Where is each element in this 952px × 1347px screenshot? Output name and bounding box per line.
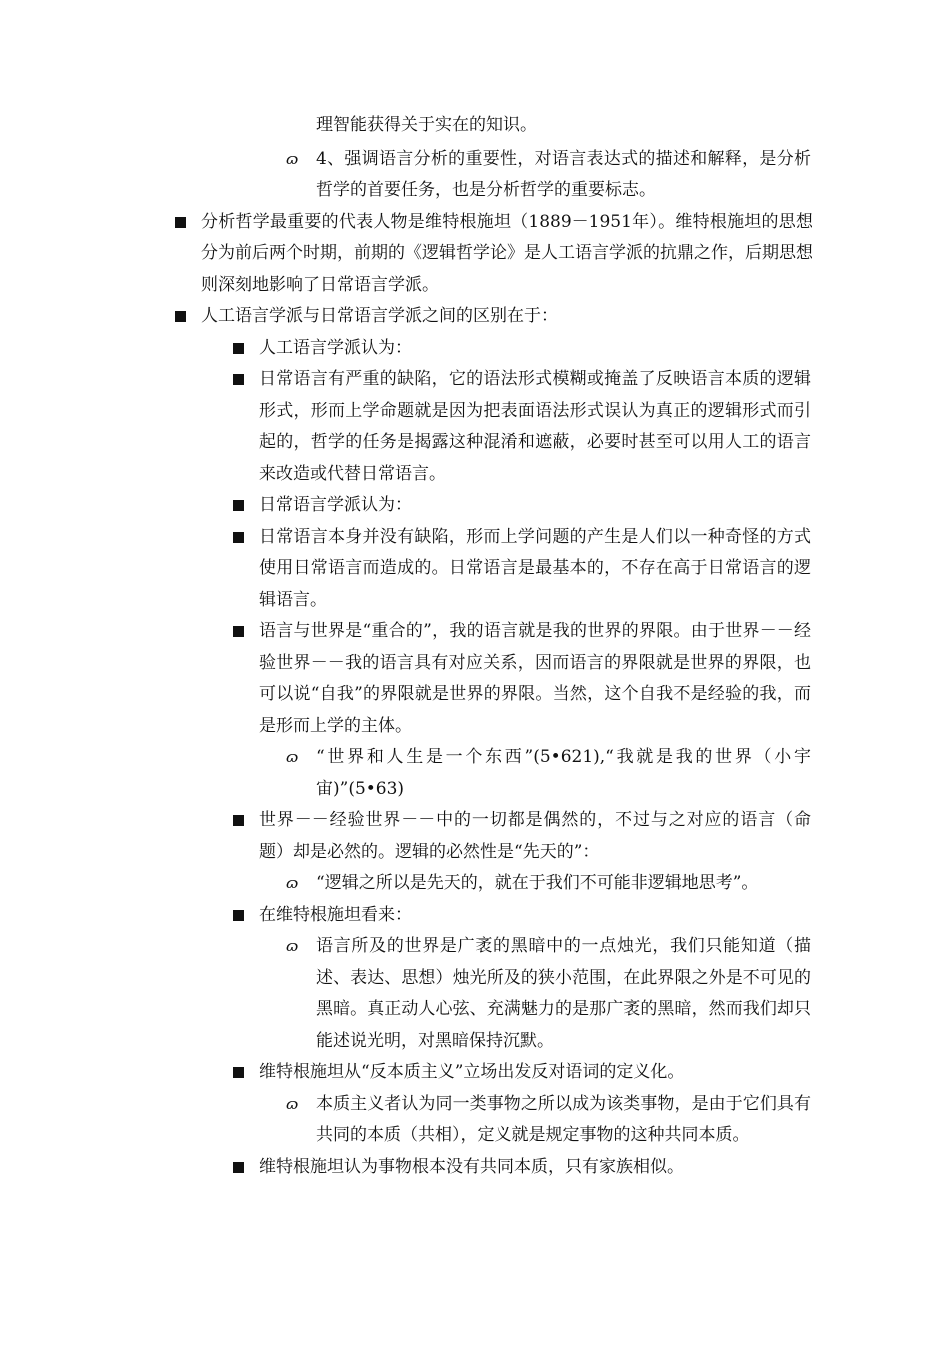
square-bullet-icon: [175, 217, 186, 228]
sub-bullet-item: [286, 868, 811, 900]
bullet-item: [259, 490, 811, 522]
paragraph-text: 世界－－经验世界－－中的一切都是偶然的，不过与之对应的语言（命题）却是必然的。逻辑的必然性是“先天的”：: [259, 810, 811, 862]
bullet-item: [259, 522, 811, 617]
paragraph-text: 人工语言学派与日常语言学派之间的区别在于：: [201, 306, 558, 326]
paragraph-text: 分析哲学最重要的代表人物是维特根施坦（1889－1951年）。维特根施坦的思想分为前后两个时期，前期的《逻辑哲学论》是人工语言学派的抗鼎之作，后期思想则深刻地影响了日常语言学派。: [201, 211, 813, 295]
curl-bullet-icon: ɷ: [286, 149, 298, 168]
curl-bullet-icon: ɷ: [286, 1094, 298, 1113]
square-bullet-icon: [233, 910, 244, 921]
bullet-item: [259, 364, 811, 490]
square-bullet-icon: [233, 1067, 244, 1078]
paragraph-text: 日常语言有严重的缺陷，它的语法形式模糊或掩盖了反映语言本质的逻辑形式，形而上学命题就是因为把表面语法形式误认为真正的逻辑形式而引起的，哲学的任务是揭露这种混淆和遮蔽，必要时甚至可以用人工的语言来改造或代替日常语言。: [259, 369, 811, 484]
paragraph-continuation: [316, 110, 811, 142]
bullet-item: [259, 900, 811, 932]
top-bullet-item: [201, 301, 813, 333]
paragraph-text: 日常语言本身并没有缺陷，形而上学问题的产生是人们以一种奇怪的方式使用日常语言而造成的。日常语言是最基本的，不存在高于日常语言的逻辑语言。: [259, 526, 811, 610]
bullet-item: [259, 616, 811, 742]
bullet-item: [259, 805, 811, 868]
paragraph-text: 在维特根施坦看来：: [259, 904, 412, 925]
paragraph-text: 日常语言学派认为：: [259, 495, 412, 515]
paragraph-text: 人工语言学派认为：: [259, 337, 412, 358]
sub-bullet-item: [286, 742, 811, 805]
bullet-item: [259, 1152, 811, 1184]
paragraph-text: 维特根施坦从“反本质主义”立场出发反对语词的定义化。: [259, 1062, 685, 1082]
curl-bullet-icon: ɷ: [286, 874, 298, 892]
paragraph-text: 本质主义者认为同一类事物之所以成为该类事物，是由于它们具有共同的本质（共相），定义就是规定事物的这种共同本质。: [316, 1093, 811, 1145]
square-bullet-icon: [233, 343, 244, 354]
bullet-item: [259, 1057, 811, 1089]
paragraph-text: 语言与世界是“重合的”，我的语言就是我的世界的界限。由于世界－－经验世界－－我的语言具有对应关系，因而语言的界限就是世界的界限，也可以说“自我”的界限就是世界的界限。当然，这个自我不是经验的我，而是形而上学的主体。: [259, 621, 811, 736]
square-bullet-icon: [233, 815, 244, 826]
sub-bullet-item: [286, 144, 811, 207]
sub-bullet-item: [286, 931, 811, 1057]
document-page: [0, 110, 952, 1183]
paragraph-text: 维特根施坦认为事物根本没有共同本质，只有家族相似。: [259, 1156, 684, 1177]
paragraph-text: 语言所及的世界是广袤的黑暗中的一点烛光，我们只能知道（描述、表达、思想）烛光所及的狭小范围，在此界限之外是不可见的黑暗。真正动人心弦、充满魅力的是那广袤的黑暗，然而我们却只能述说光明，对黑暗保持沉默。: [316, 936, 811, 1051]
square-bullet-icon: [233, 374, 244, 385]
square-bullet-icon: [233, 500, 244, 511]
paragraph-text: 理智能获得关于实在的知识。: [316, 115, 537, 135]
square-bullet-icon: [233, 626, 244, 637]
sub-bullet-item: [286, 1089, 811, 1152]
paragraph-text: “世界和人生是一个东西”(5•621),“我就是我的世界（小宇宙)”(5•63): [316, 747, 811, 799]
top-bullet-item: [201, 207, 813, 302]
curl-bullet-icon: ɷ: [286, 937, 298, 955]
square-bullet-icon: [233, 532, 244, 543]
curl-bullet-icon: ɷ: [286, 748, 298, 766]
paragraph-text: 4、强调语言分析的重要性，对语言表达式的描述和解释，是分析哲学的首要任务，也是分析哲学的重要标志。: [316, 148, 811, 200]
paragraph-text: “逻辑之所以是先天的，就在于我们不可能非逻辑地思考”。: [316, 873, 759, 893]
square-bullet-icon: [233, 1162, 244, 1173]
square-bullet-icon: [175, 311, 186, 322]
bullet-item: [259, 333, 811, 365]
